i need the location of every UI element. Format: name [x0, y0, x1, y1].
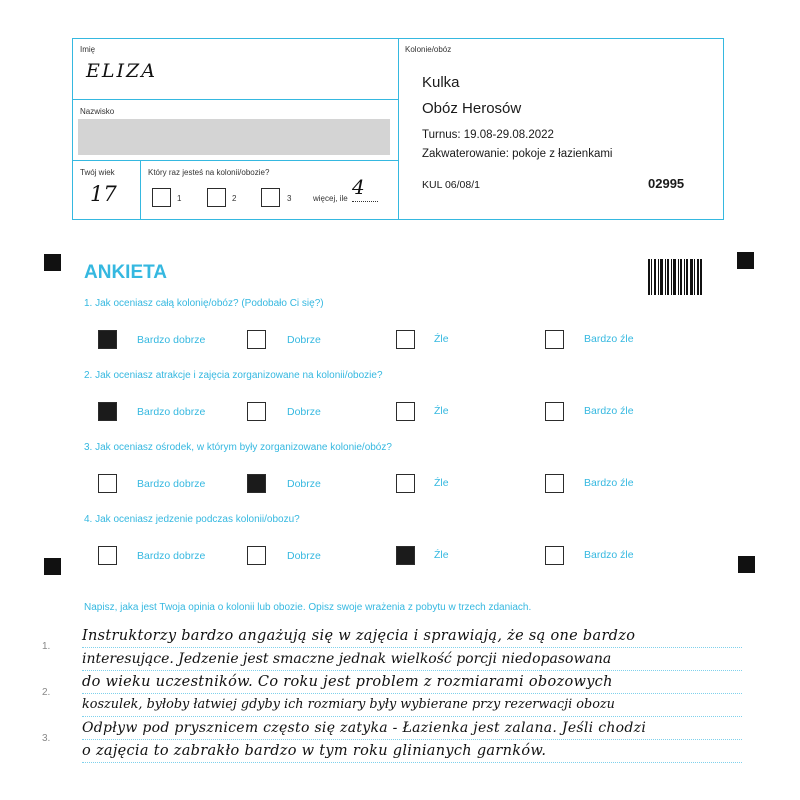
- q1-option-bardzo-zle: Bardzo źle: [584, 333, 634, 345]
- q4-checkbox-bardzo-zle[interactable]: [545, 546, 564, 565]
- question-3: 3. Jak oceniasz ośrodek, w którym były zorganizowane kolonie/obóz?: [84, 442, 392, 453]
- header-divider-2: [72, 160, 398, 161]
- q1-checkbox-zle[interactable]: [396, 330, 415, 349]
- imie-value[interactable]: ELIZA: [86, 60, 157, 82]
- nazwisko-redacted-field[interactable]: [78, 119, 390, 155]
- opinion-prompt: Napisz, jaka jest Twoja opinia o kolonii lub obozie. Opisz swoje wrażenia z pobytu w trzech zdaniach.: [84, 602, 532, 613]
- handwritten-line-1[interactable]: Instruktorzy bardzo angażują się w zajęcia i sprawiają, że są one bardzo: [82, 628, 636, 644]
- ktory-raz-opt-2: 2: [232, 194, 237, 203]
- q3-checkbox-bardzo-dobrze[interactable]: [98, 474, 117, 493]
- writing-line: [82, 647, 742, 648]
- header-divider-vertical: [398, 38, 399, 220]
- q1-checkbox-bardzo-dobrze[interactable]: [98, 330, 117, 349]
- q3-option-bardzo-zle: Bardzo źle: [584, 477, 634, 489]
- handwritten-line-2[interactable]: interesujące. Jedzenie jest smaczne jednak wielkość porcji niedopasowana: [82, 651, 612, 667]
- q1-option-zle: Źle: [434, 333, 449, 345]
- wiek-label: Twój wiek: [80, 168, 115, 177]
- q1-option-bardzo-dobrze: Bardzo dobrze: [137, 334, 206, 346]
- q1-option-dobrze: Dobrze: [287, 334, 321, 346]
- ktory-raz-label: Który raz jesteś na kolonii/obozie?: [148, 168, 270, 177]
- question-2: 2. Jak oceniasz atrakcje i zajęcia zorganizowane na kolonii/obozie?: [84, 370, 383, 381]
- turnus-text: Turnus: 19.08-29.08.2022: [422, 129, 554, 141]
- question-1: 1. Jak oceniasz całą kolonię/obóz? (Podobało Ci się?): [84, 298, 324, 309]
- registration-mark-bottom-right: [738, 556, 755, 573]
- wiecej-label: więcej, ile: [313, 194, 348, 203]
- q2-option-bardzo-zle: Bardzo źle: [584, 405, 634, 417]
- q2-option-dobrze: Dobrze: [287, 406, 321, 418]
- line-number-2: 2.: [42, 687, 51, 698]
- ktory-raz-checkbox-2[interactable]: [207, 188, 226, 207]
- line-number-1: 1.: [42, 641, 51, 652]
- form-number: 02995: [648, 176, 685, 191]
- writing-line: [82, 739, 742, 740]
- registration-mark-bottom-left: [44, 558, 61, 575]
- header-divider-1: [72, 99, 398, 100]
- q3-option-zle: Źle: [434, 477, 449, 489]
- ktory-raz-checkbox-3[interactable]: [261, 188, 280, 207]
- q4-option-zle: Źle: [434, 549, 449, 561]
- nazwisko-label: Nazwisko: [80, 107, 115, 116]
- q1-checkbox-dobrze[interactable]: [247, 330, 266, 349]
- writing-line: [82, 716, 742, 717]
- handwritten-line-6[interactable]: o zajęcia to zabrakło bardzo w tym roku glinianych garnków.: [82, 743, 547, 759]
- q2-checkbox-bardzo-zle[interactable]: [545, 402, 564, 421]
- camp-name: Kulka: [422, 74, 460, 91]
- q3-checkbox-bardzo-zle[interactable]: [545, 474, 564, 493]
- handwritten-line-5[interactable]: Odpływ pod prysznicem często się zatyka - Łazienka jest zalana. Jeśli chodzi: [82, 720, 647, 736]
- zakwaterowanie-text: Zakwaterowanie: pokoje z łazienkami: [422, 148, 613, 160]
- q4-option-bardzo-dobrze: Bardzo dobrze: [137, 550, 206, 562]
- q2-checkbox-bardzo-dobrze[interactable]: [98, 402, 117, 421]
- q4-option-dobrze: Dobrze: [287, 550, 321, 562]
- registration-mark-top-left: [44, 254, 61, 271]
- q4-checkbox-dobrze[interactable]: [247, 546, 266, 565]
- writing-line: [82, 762, 742, 763]
- ktory-raz-opt-1: 1: [177, 194, 182, 203]
- line-number-3: 3.: [42, 733, 51, 744]
- wiek-value[interactable]: 17: [90, 182, 117, 206]
- wiecej-dotted-line: [352, 201, 378, 202]
- camp-subtitle: Obóz Herosów: [422, 100, 522, 117]
- q2-checkbox-dobrze[interactable]: [247, 402, 266, 421]
- writing-line: [82, 693, 742, 694]
- camp-code: KUL 06/08/1: [422, 179, 480, 191]
- q4-checkbox-bardzo-dobrze[interactable]: [98, 546, 117, 565]
- survey-title: ANKIETA: [84, 262, 168, 283]
- header-divider-3: [140, 160, 141, 220]
- imie-label: Imię: [80, 45, 96, 54]
- q4-checkbox-zle[interactable]: [396, 546, 415, 565]
- ktory-raz-opt-3: 3: [287, 194, 292, 203]
- kolonie-label: Kolonie/obóz: [405, 45, 452, 54]
- q1-checkbox-bardzo-zle[interactable]: [545, 330, 564, 349]
- q3-option-bardzo-dobrze: Bardzo dobrze: [137, 478, 206, 490]
- handwritten-line-3[interactable]: do wieku uczestników. Co roku jest problem z rozmiarami obozowych: [82, 674, 613, 690]
- q4-option-bardzo-zle: Bardzo źle: [584, 549, 634, 561]
- handwritten-line-4[interactable]: koszulek, byłoby łatwiej gdyby ich rozmiary były wybierane przy rezerwacji obozu: [82, 697, 615, 712]
- barcode: [648, 259, 702, 295]
- registration-mark-top-right: [737, 252, 754, 269]
- wiecej-value[interactable]: 4: [352, 175, 365, 199]
- writing-line: [82, 670, 742, 671]
- q3-option-dobrze: Dobrze: [287, 478, 321, 490]
- q3-checkbox-dobrze[interactable]: [247, 474, 266, 493]
- q2-option-bardzo-dobrze: Bardzo dobrze: [137, 406, 206, 418]
- q2-option-zle: Źle: [434, 405, 449, 417]
- question-4: 4. Jak oceniasz jedzenie podczas kolonii/obozu?: [84, 514, 300, 525]
- ktory-raz-checkbox-1[interactable]: [152, 188, 171, 207]
- q3-checkbox-zle[interactable]: [396, 474, 415, 493]
- q2-checkbox-zle[interactable]: [396, 402, 415, 421]
